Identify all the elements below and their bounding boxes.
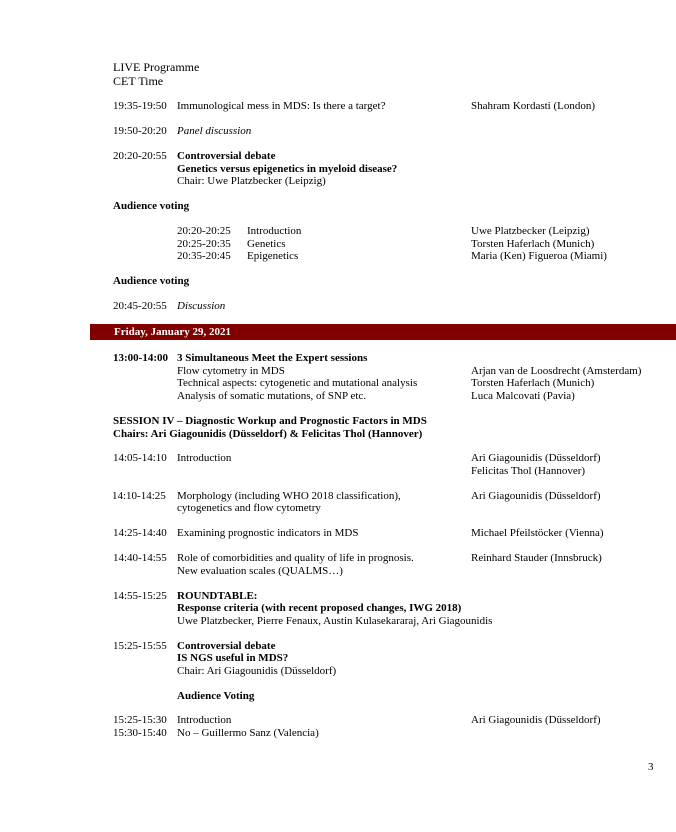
talk-time: 14:25-14:40 (113, 527, 167, 539)
meet-topic: Analysis of somatic mutations, of SNP etc. (177, 390, 367, 402)
debate-subtitle: Genetics versus epigenetics in myeloid disease? (177, 163, 398, 175)
session-time: 19:35-19:50 (113, 100, 167, 112)
meet-topic: Flow cytometry in MDS (177, 365, 285, 377)
talk-time: 14:05-14:10 (113, 452, 167, 464)
talk-title-continued: New evaluation scales (QUALMS…) (177, 565, 343, 577)
debate-item-time: 20:20-20:25 (177, 225, 231, 237)
roundtable-title: ROUNDTABLE: (177, 590, 258, 602)
talk-title: Introduction (177, 714, 232, 726)
meet-speaker: Torsten Haferlach (Munich) (471, 377, 595, 389)
talk-speaker: Felicitas Thol (Hannover) (471, 465, 586, 477)
talk-time: 15:30-15:40 (113, 727, 167, 739)
meet-topic: Technical aspects: cytogenetic and mutational analysis (177, 377, 418, 389)
session-chairs: Chairs: Ari Giagounidis (Düsseldorf) & Felicitas Thol (Hannover) (113, 428, 423, 440)
debate-title: Controversial debate (177, 640, 276, 652)
session-time: 13:00-14:00 (113, 352, 168, 364)
debate-chair: Chair: Uwe Platzbecker (Leipzig) (177, 175, 326, 187)
talk-speaker: Michael Pfeilstöcker (Vienna) (471, 527, 604, 539)
audience-voting-heading: Audience voting (113, 200, 190, 212)
timezone-label: CET Time (113, 74, 164, 88)
session-title: Discussion (177, 300, 226, 312)
talk-speaker: Ari Giagounidis (Düsseldorf) (471, 452, 601, 464)
roundtable-panel: Uwe Platzbecker, Pierre Fenaux, Austin Kulasekararaj, Ari Giagounidis (177, 615, 493, 627)
day-label: Friday, January 29, 2021 (114, 326, 232, 338)
debate-chair: Chair: Ari Giagounidis (Düsseldorf) (177, 665, 337, 677)
roundtable-subtitle: Response criteria (with recent proposed changes, IWG 2018) (177, 602, 462, 614)
session-heading: SESSION IV – Diagnostic Workup and Prognostic Factors in MDS (113, 415, 427, 427)
talk-time: 15:25-15:30 (113, 714, 167, 726)
meet-speaker: Arjan van de Loosdrecht (Amsterdam) (471, 365, 642, 377)
talk-speaker: Reinhard Stauder (Innsbruck) (471, 552, 602, 564)
debate-item-topic: Epigenetics (247, 250, 299, 262)
debate-item-time: 20:35-20:45 (177, 250, 231, 262)
talk-time: 15:25-15:55 (113, 640, 167, 652)
debate-item-speaker: Maria (Ken) Figueroa (Miami) (471, 250, 607, 262)
debate-item-topic: Genetics (247, 238, 286, 250)
meet-speaker: Luca Malcovati (Pavia) (471, 390, 575, 402)
talk-speaker: Ari Giagounidis (Düsseldorf) (471, 714, 601, 726)
talk-time: 14:10-14:25 (112, 490, 166, 502)
talk-title: Examining prognostic indicators in MDS (177, 527, 359, 539)
debate-item-time: 20:25-20:35 (177, 238, 231, 250)
debate-item-speaker: Torsten Haferlach (Munich) (471, 238, 595, 250)
meet-title: 3 Simultaneous Meet the Expert sessions (177, 352, 368, 364)
session-time: 19:50-20:20 (113, 125, 167, 137)
talk-speaker: Ari Giagounidis (Düsseldorf) (471, 490, 601, 502)
audience-voting-heading: Audience voting (113, 275, 190, 287)
talk-title-continued: cytogenetics and flow cytometry (177, 502, 321, 514)
talk-title: Role of comorbidities and quality of life in prognosis. (177, 552, 414, 564)
debate-item-speaker: Uwe Platzbecker (Leipzig) (471, 225, 590, 237)
audience-voting-heading: Audience Voting (177, 690, 255, 702)
talk-time: 14:55-15:25 (113, 590, 167, 602)
page-number: 3 (648, 761, 654, 773)
talk-time: 14:40-14:55 (113, 552, 167, 564)
session-title: Immunological mess in MDS: Is there a target? (177, 100, 386, 112)
debate-item-topic: Introduction (247, 225, 302, 237)
talk-title: Morphology (including WHO 2018 classification), (177, 490, 401, 502)
programme-title: LIVE Programme (113, 60, 200, 74)
talk-title: No – Guillermo Sanz (Valencia) (177, 727, 319, 739)
day-banner (90, 324, 676, 340)
session-speaker: Shahram Kordasti (London) (471, 100, 596, 112)
session-time: 20:20-20:55 (113, 150, 167, 162)
talk-title: Introduction (177, 452, 232, 464)
session-time: 20:45-20:55 (113, 300, 167, 312)
session-title: Panel discussion (177, 125, 252, 137)
debate-title: Controversial debate (177, 150, 276, 162)
debate-subtitle: IS NGS useful in MDS? (177, 652, 289, 664)
